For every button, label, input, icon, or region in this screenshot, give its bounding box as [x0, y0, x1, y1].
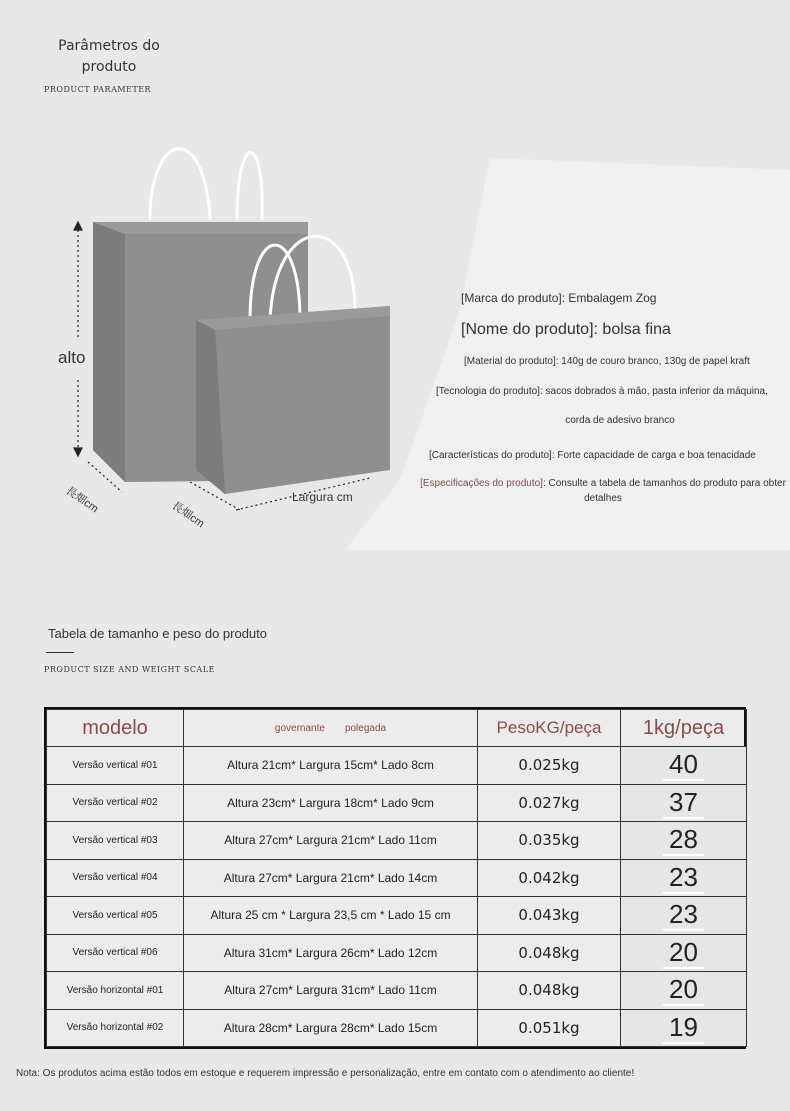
- table-header-row: [47, 710, 747, 747]
- table-row: [47, 747, 747, 785]
- header-model: modelo: [47, 710, 184, 747]
- header-weight: PesoKG/peça: [478, 710, 621, 747]
- table-row: [47, 972, 747, 1010]
- table-row: [47, 822, 747, 860]
- count-value: 20: [663, 974, 704, 1006]
- cell-model: Versão vertical #06: [47, 934, 184, 972]
- header-size-b: polegada: [344, 722, 387, 734]
- cell-size: Altura 21cm* Largura 15cm* Lado 8cm: [184, 747, 478, 785]
- spec-specifications: [418, 476, 788, 506]
- count-value: 37: [663, 787, 704, 819]
- spec-characteristics: [Características do produto]: Forte capacidade de carga e boa tenacidade: [429, 450, 756, 461]
- cell-count: [621, 822, 747, 860]
- table-row: [47, 784, 747, 822]
- table-row: [47, 859, 747, 897]
- count-value: 23: [663, 899, 704, 931]
- spec-material: [Material do produto]: 140g de couro branco, 130g de papel kraft: [464, 356, 750, 367]
- cell-count: [621, 934, 747, 972]
- cell-count: [621, 1009, 747, 1047]
- cell-size: Altura 23cm* Largura 18cm* Lado 9cm: [184, 784, 478, 822]
- cell-weight: 0.048kg: [478, 934, 621, 972]
- cell-model: Versão horizontal #01: [47, 972, 184, 1010]
- table-title-rule: [46, 652, 74, 653]
- cell-weight: 0.035kg: [478, 822, 621, 860]
- spec-specifications-text: : Consulte a tabela de tamanhos do produto para obter detalhes: [542, 478, 786, 504]
- spec-technology-cont: corda de adesivo branco: [565, 415, 675, 426]
- count-value: 23: [663, 862, 704, 894]
- cell-size: Altura 27cm* Largura 21cm* Lado 11cm: [184, 822, 478, 860]
- cell-model: Versão vertical #02: [47, 784, 184, 822]
- footer-note: Nota: Os produtos acima estão todos em estoque e requerem impressão e personalização, entre em contato com o atendimento ao cliente!: [16, 1068, 635, 1079]
- height-label: alto: [58, 348, 86, 367]
- count-value: 28: [663, 824, 704, 856]
- size-weight-table: [44, 707, 746, 1049]
- count-value: 19: [663, 1012, 704, 1044]
- header-size-a: governante: [274, 722, 325, 734]
- cell-weight: 0.025kg: [478, 747, 621, 785]
- table-title: Tabela de tamanho e peso do produto: [48, 626, 268, 641]
- cell-count: [621, 747, 747, 785]
- header-size: [184, 710, 478, 747]
- cell-model: Versão vertical #04: [47, 859, 184, 897]
- cell-weight: 0.027kg: [478, 784, 621, 822]
- cell-size: Altura 27cm* Largura 21cm* Lado 14cm: [184, 859, 478, 897]
- cell-weight: 0.048kg: [478, 972, 621, 1010]
- cell-model: Versão horizontal #02: [47, 1009, 184, 1047]
- cell-size: Altura 27cm* Largura 31cm* Lado 11cm: [184, 972, 478, 1010]
- table-row: [47, 1009, 747, 1047]
- table-row: [47, 934, 747, 972]
- spec-technology: [Tecnologia do produto]: sacos dobrados à mão, pasta inferior da máquina,: [436, 386, 768, 397]
- cell-count: [621, 972, 747, 1010]
- cell-count: [621, 897, 747, 935]
- cell-model: Versão vertical #01: [47, 747, 184, 785]
- cell-size: Altura 25 cm * Largura 23,5 cm * Lado 15 cm: [184, 897, 478, 935]
- cell-weight: 0.043kg: [478, 897, 621, 935]
- cell-count: [621, 859, 747, 897]
- height-arrow: [74, 222, 82, 456]
- spec-name: [Nome do produto]: bolsa fina: [461, 321, 671, 338]
- page-subtitle: PRODUCT PARAMETER: [44, 85, 152, 94]
- cell-weight: 0.051kg: [478, 1009, 621, 1047]
- header-count: 1kg/peça: [621, 710, 747, 747]
- table-row: [47, 897, 747, 935]
- count-value: 20: [663, 937, 704, 969]
- cell-count: [621, 784, 747, 822]
- cell-model: Versão vertical #03: [47, 822, 184, 860]
- page-title: Parâmetros do produto: [58, 38, 160, 75]
- side-label-small: 長畑cm: [169, 499, 207, 531]
- cell-size: Altura 28cm* Largura 28cm* Lado 15cm: [184, 1009, 478, 1047]
- cell-weight: 0.042kg: [478, 859, 621, 897]
- count-value: 40: [663, 749, 704, 781]
- spec-specifications-label: [Especificações do produto]: [420, 478, 543, 489]
- width-label: Largura cm: [292, 490, 353, 504]
- side-label-large: 長畑cm: [63, 484, 101, 516]
- cell-size: Altura 31cm* Largura 26cm* Lado 12cm: [184, 934, 478, 972]
- table-subtitle: PRODUCT SIZE AND WEIGHT SCALE: [44, 665, 215, 674]
- cell-model: Versão vertical #05: [47, 897, 184, 935]
- spec-brand: [Marca do produto]: Embalagem Zog: [461, 291, 657, 305]
